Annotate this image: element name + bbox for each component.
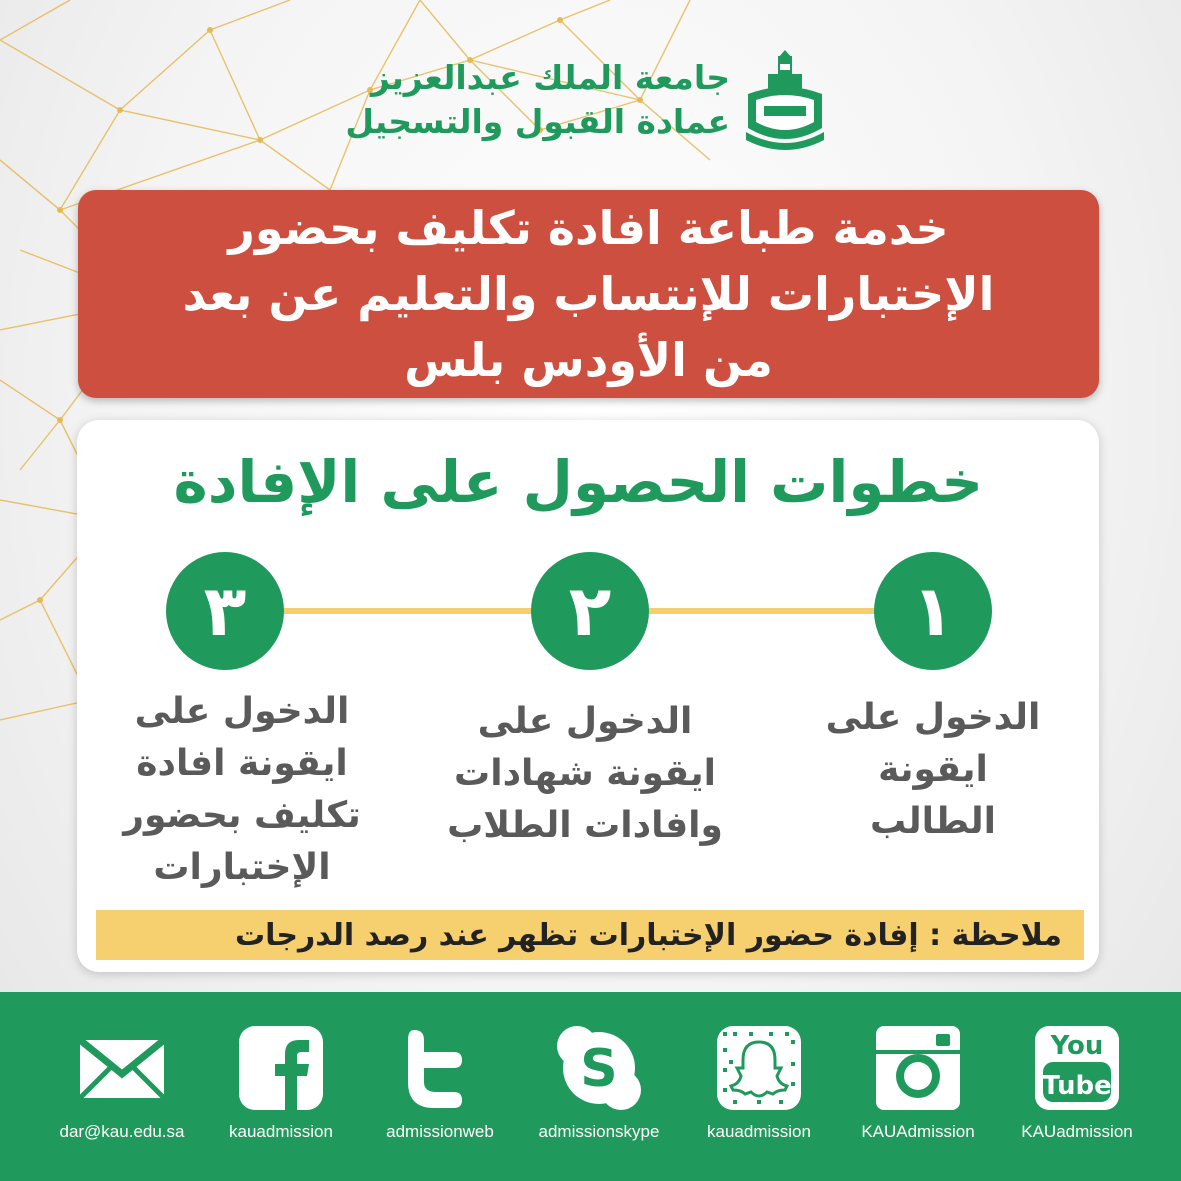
kau-logo-icon (742, 50, 828, 150)
snapchat-handle[interactable]: kauadmission (707, 1122, 811, 1141)
step-text-line: ايقونة (878, 749, 988, 790)
twitter-handle[interactable]: admissionweb (386, 1122, 494, 1141)
note-banner: ملاحظة : إفادة حضور الإختبارات تظهر عند رصد الدرجات (96, 910, 1084, 960)
facebook-handle[interactable]: kauadmission (229, 1122, 333, 1141)
step-text-line: تكليف بحضور (123, 795, 361, 836)
skype-handle[interactable]: admissionskype (538, 1122, 660, 1141)
step-text-line: الدخول على (477, 701, 693, 742)
twitter-icon[interactable] (394, 1022, 486, 1114)
step-text-line: ايقونة افادة (136, 743, 348, 784)
social-skype[interactable] (529, 1022, 669, 1142)
service-title-line: خدمة طباعة افادة تكليف بحضور (228, 201, 949, 255)
social-instagram[interactable] (848, 1022, 988, 1142)
svg-text:S: S (580, 1039, 618, 1099)
step-1-number-circle: ١ (874, 552, 992, 670)
snapchat-icon[interactable] (713, 1022, 805, 1114)
youtube-icon[interactable] (1031, 1022, 1123, 1114)
youtube-handle[interactable]: KAUadmission (1021, 1122, 1133, 1141)
social-twitter[interactable] (370, 1022, 510, 1142)
step-text-line: الدخول على (825, 697, 1041, 738)
step-3-number-circle: ٣ (166, 552, 284, 670)
steps-card (77, 420, 1099, 972)
service-title-line: الإختبارات للإنتساب والتعليم عن بعد (182, 267, 995, 321)
step-text-line: ايقونة شهادات (454, 753, 716, 794)
email-icon[interactable] (76, 1022, 168, 1114)
step-text-line: الدخول على (134, 691, 350, 732)
service-title-box (78, 190, 1099, 398)
steps-heading: خطوات الحصول على الإفادة (173, 448, 983, 516)
youtube-logo-text-bottom: Tube (1042, 1071, 1112, 1101)
step-1-text (768, 692, 1098, 848)
step-text-line: الطالب (869, 801, 997, 842)
youtube-logo-text-top: You (1050, 1031, 1104, 1061)
header (340, 44, 840, 154)
step-2-text (420, 696, 750, 852)
university-name: جامعة الملك عبدالعزيز (370, 58, 730, 97)
step-3-text (77, 686, 407, 894)
step-2-number-circle: ٢ (531, 552, 649, 670)
department-name: عمادة القبول والتسجيل (345, 102, 730, 141)
social-footer (0, 992, 1181, 1181)
step-text-line: وافادات الطلاب (447, 805, 723, 846)
social-email[interactable] (52, 1022, 192, 1142)
social-facebook[interactable] (211, 1022, 351, 1142)
service-title-line: من الأودس بلس (404, 333, 773, 387)
instagram-handle[interactable]: KAUAdmission (861, 1122, 975, 1141)
email-handle[interactable]: dar@kau.edu.sa (59, 1122, 185, 1141)
skype-icon[interactable] (553, 1022, 645, 1114)
social-snapchat[interactable] (689, 1022, 829, 1142)
facebook-icon[interactable] (235, 1022, 327, 1114)
social-youtube[interactable] (1007, 1022, 1147, 1142)
step-text-line: الإختبارات (153, 847, 331, 888)
instagram-icon[interactable] (872, 1022, 964, 1114)
